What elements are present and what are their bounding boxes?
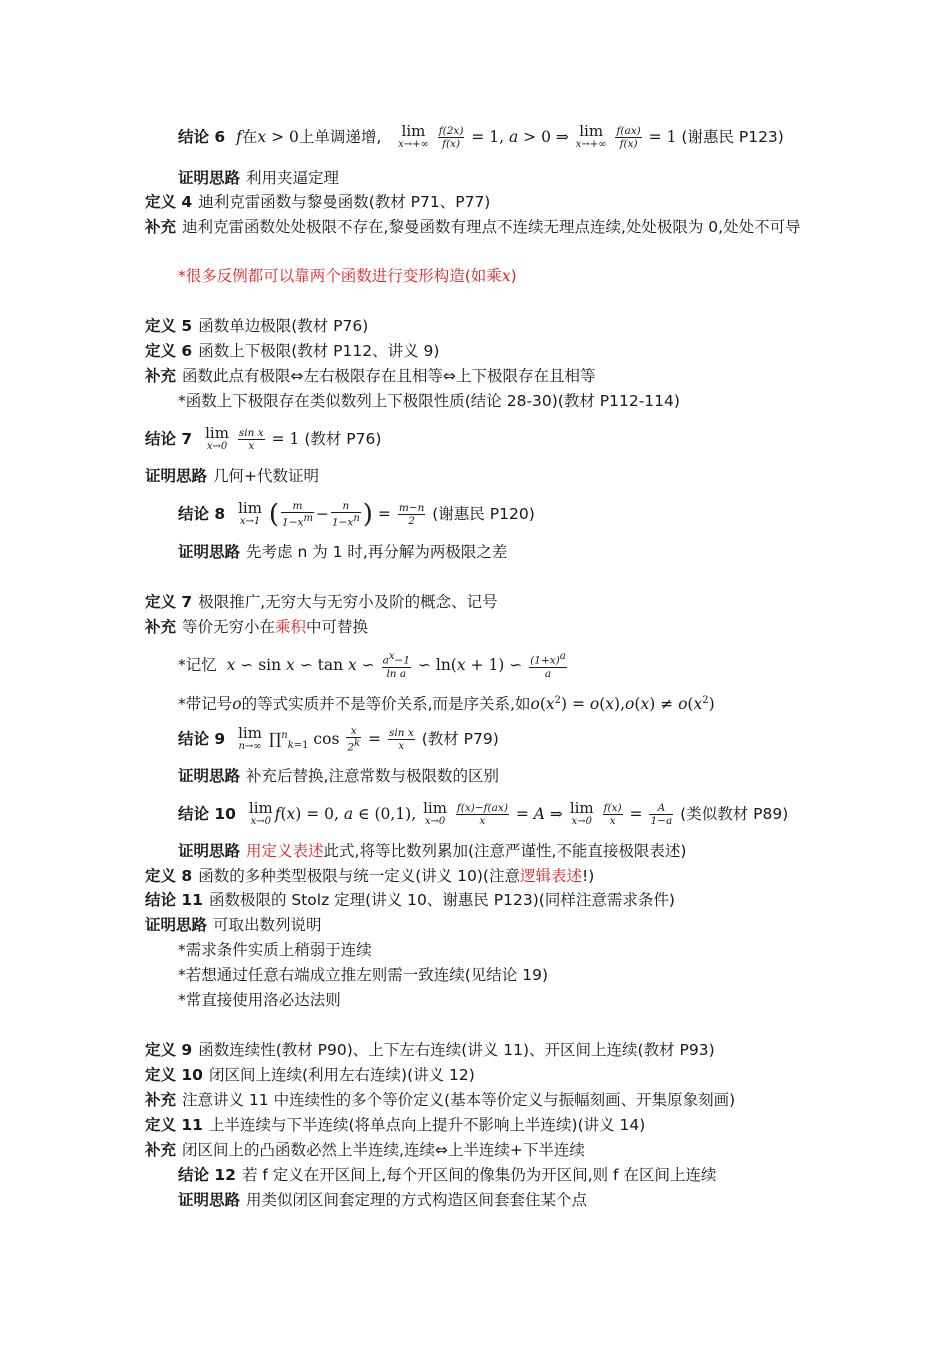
proof-idea: 证明思路 用类似闭区间套定理的方式构造区间套套住某个点: [178, 1191, 588, 1209]
fraction: $\frac{f(ax)}{f(x)}$: [616, 125, 641, 150]
fraction: $\frac{\text{sin x}}{x}$: [388, 727, 414, 753]
conclusion-9: 结论 9 lim n→∞ ∏$^n_{k=1}$ cos $\frac{x}{2^k}$ = $\frac{\text{sin x}}{x}$ (教材 P79): [178, 723, 499, 754]
proof-idea: 证明思路 利用夹逼定理: [178, 169, 340, 187]
conclusion-10: 结论 10 lim x→0 f(x) = 0, a ∈ (0,1), lim x→0 $\frac{f(x)-f(ax)}{x}$ = A ⇒ lim x→0 $\frac{f(x)}{x}$ = $\frac{A}{1-a}$ (类似教材 P89): [178, 798, 789, 827]
note: *常直接使用洛必达法则: [178, 991, 341, 1009]
note: *需求条件实质上稍弱于连续: [178, 941, 372, 959]
fraction: $\frac{a^x-1}{\text{ln a}}$: [382, 651, 411, 680]
conclusion-11: 结论 11 函数极限的 Stolz 定理(讲义 10、谢惠民 P123)(同样注意需求条件): [145, 891, 675, 909]
definition-9: 定义 9 函数连续性(教材 P90)、上下左右连续(讲义 11)、开区间上连续(教材 P93): [145, 1041, 715, 1059]
conclusion-6: 结论 6 f在x > 0上单调递增, lim x→+∞ $\frac{f(2x)}{f(x)}$ = 1, a > 0 ⇒ lim x→+∞ $\frac{f(ax)}{f(x)}$ = 1 (谢惠民 P123): [178, 121, 784, 150]
fraction: $\frac{f(2x)}{f(x)}$: [438, 125, 464, 150]
conclusion-12: 结论 12 若 f 定义在开区间上,每个开区间的像集仍为开区间,则 f 在区间上连续: [178, 1166, 717, 1184]
conclusion-8: 结论 8 lim x→1 ( $\frac{m}{1-x^m}$ − $\frac{n}{1-x^n}$ ) = $\frac{m-n}{2}$ (谢惠民 P120): [178, 498, 535, 530]
definition-4: 定义 4 迪利克雷函数与黎曼函数(教材 P71、P77): [145, 193, 491, 211]
fraction: $\frac{(1+x)^a}{a}$: [530, 651, 566, 680]
proof-idea: 证明思路 几何+代数证明: [145, 467, 320, 485]
conclusion-7: 结论 7 lim x→0 $\frac{\text{sin x}}{x}$ = 1 (教材 P76): [145, 423, 382, 452]
note-red: *很多反例都可以靠两个函数进行变形构造(如乘x): [178, 267, 517, 285]
proof-idea: 证明思路 先考虑 n 为 1 时,再分解为两极限之差: [178, 543, 508, 561]
definition-11: 定义 11 上半连续与下半连续(将单点向上提升不影响上半连续)(讲义 14): [145, 1116, 646, 1134]
label: 结论 6: [178, 128, 226, 146]
fraction: $\frac{n}{1-x^n}$: [331, 500, 360, 529]
fraction: $\frac{m-n}{2}$: [398, 502, 425, 527]
fraction: $\frac{m}{1-x^m}$: [282, 500, 313, 529]
proof-idea: 证明思路 补充后替换,注意常数与极限数的区别: [178, 767, 499, 785]
note: *函数上下极限存在类似数列上下极限性质(结论 28-30)(教材 P112-114): [178, 392, 680, 410]
definition-6: 定义 6 函数上下极限(教材 P112、讲义 9): [145, 342, 440, 360]
supplement: 补充 等价无穷小在乘积中可替换: [145, 618, 369, 636]
memory-note: *记忆 x ∽ sin x ∽ tan x ∽ $\frac{a^x-1}{\text{ln a}}$ ∽ ln(x + 1) ∽ $\frac{(1+x)^a}{a}$: [178, 651, 566, 680]
limit-expression: lim x→0: [248, 798, 273, 827]
limit-expression: lim x→0: [569, 798, 594, 827]
definition-10: 定义 10 闭区间上连续(利用左右连续)(讲义 12): [145, 1066, 475, 1084]
supplement: 补充 函数此点有极限⇔左右极限存在且相等⇔上下极限存在且相等: [145, 367, 596, 385]
fraction: $\frac{f(x)}{x}$: [603, 802, 622, 827]
definition-8: 定义 8 函数的多种类型极限与统一定义(讲义 10)(注意逻辑表述!): [145, 867, 595, 885]
proof-idea: 证明思路 可取出数列说明: [145, 916, 322, 934]
definition-7: 定义 7 极限推广,无穷大与无穷小及阶的概念、记号: [145, 593, 498, 611]
limit-expression: lim x→1: [238, 498, 262, 527]
limit-expression: lim n→∞: [238, 723, 262, 752]
fraction: $\frac{x}{2^k}$: [347, 725, 361, 754]
supplement: 补充 注意讲义 11 中连续性的多个等价定义(基本等价定义与振幅刻画、开集原象刻画): [145, 1091, 736, 1109]
proof-idea: 证明思路 用定义表述此式,将等比数列累加(注意严谨性,不能直接极限表述): [178, 842, 687, 860]
supplement: 补充 迪利克雷函数处处极限不存在,黎曼函数有理点不连续无理点连续,处处极限为 0,处处不可导: [145, 218, 801, 236]
definition-5: 定义 5 函数单边极限(教材 P76): [145, 317, 369, 335]
note: *若想通过任意右端成立推左则需一致连续(见结论 19): [178, 966, 548, 984]
limit-expression: lim x→0: [423, 798, 447, 827]
fraction: $\frac{A}{1-a}$: [650, 802, 673, 827]
note: *带记号o的等式实质并不是等价关系,而是序关系,如$o(x^2) = o(x),o(x) \ne o(x^2)$: [178, 695, 715, 714]
fraction: $\frac{f(x)-f(ax)}{x}$: [456, 802, 508, 827]
fraction: $\frac{\text{sin x}}{x}$: [238, 427, 264, 452]
limit-expression: lim x→+∞: [575, 121, 607, 150]
supplement: 补充 闭区间上的凸函数必然上半连续,连续⇔上半连续+下半连续: [145, 1141, 585, 1159]
limit-expression: lim x→0: [205, 423, 229, 452]
limit-expression: lim x→+∞: [398, 121, 429, 150]
